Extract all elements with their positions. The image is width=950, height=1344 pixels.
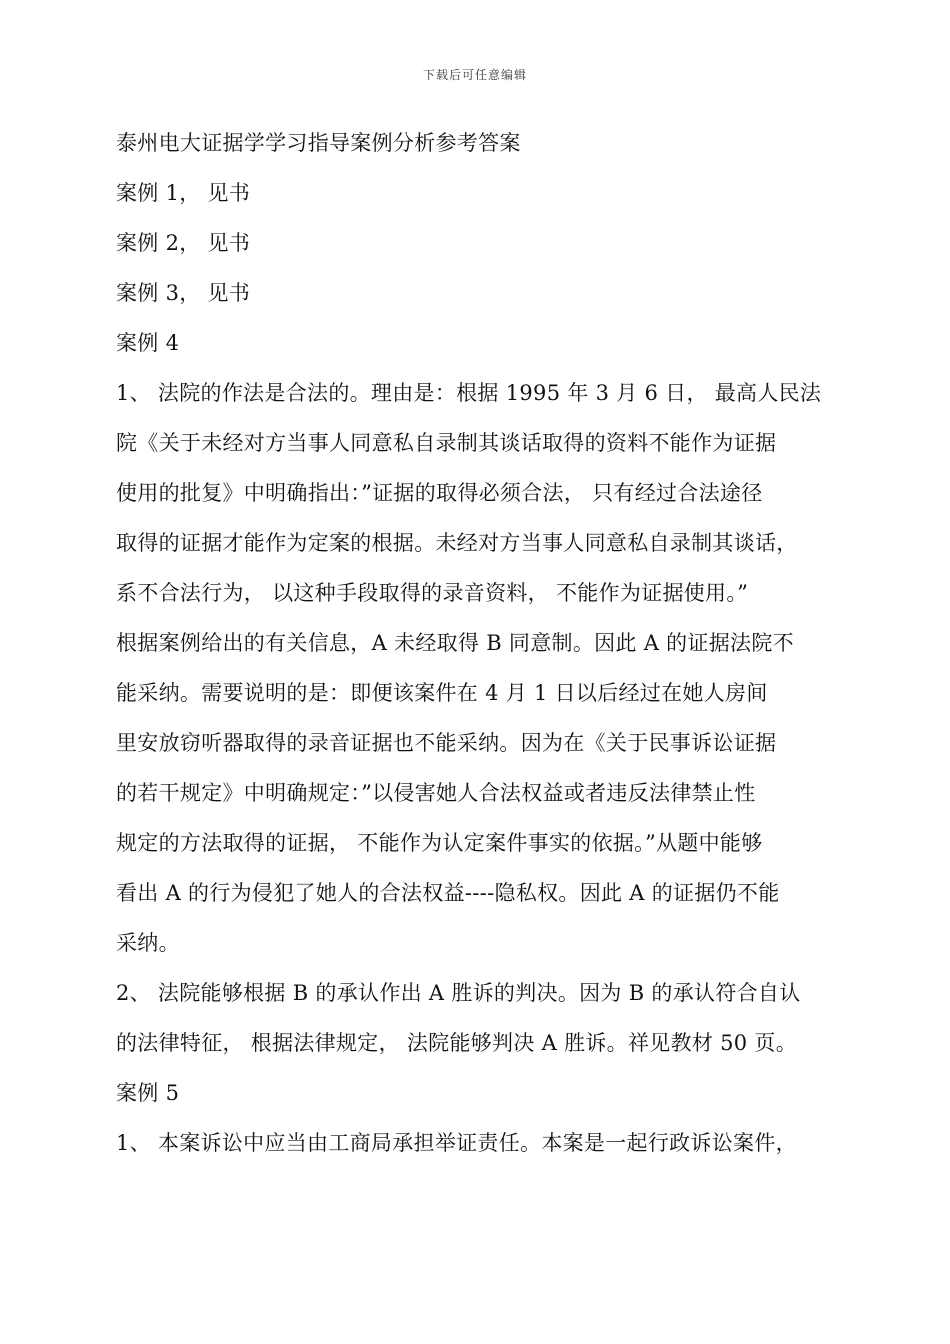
- text-line: 取得的证据才能作为定案的根据。未经对方当事人同意私自录制其谈话，: [116, 531, 798, 555]
- case-3-heading: 案例 3， 见书: [116, 281, 251, 305]
- case-1-heading: 案例 1， 见书: [116, 181, 251, 205]
- text-line: 采纳。: [116, 931, 180, 955]
- text-line: 里安放窃听器取得的录音证据也不能采纳。因为在《关于民事诉讼证据: [116, 731, 777, 755]
- text-line: 能采纳。需要说明的是：即便该案件在 4 月 1 日以后经过在她人房间: [116, 681, 768, 705]
- case-2-heading: 案例 2， 见书: [116, 231, 251, 255]
- document-title: 泰州电大证据学学习指导案例分析参考答案: [116, 131, 521, 155]
- text-line: 1、 法院的作法是合法的。理由是：根据 1995 年 3 月 6 日， 最高人民法: [116, 381, 822, 405]
- text-line: 根据案例给出的有关信息，A 未经取得 B 同意制。因此 A 的证据法院不: [116, 631, 794, 655]
- text-line: 看出 A 的行为侵犯了她人的合法权益----隐私权。因此 A 的证据仍不能: [116, 881, 780, 905]
- case-4-heading: 案例 4: [116, 331, 180, 355]
- document-body: [116, 118, 846, 1168]
- text-line: 的若干规定》中明确规定：”以侵害她人合法权益或者违反法律禁止性: [116, 781, 756, 805]
- text-line: 1、 本案诉讼中应当由工商局承担举证责任。本案是一起行政诉讼案件，: [116, 1131, 797, 1155]
- text-line: 使用的批复》中明确指出：”证据的取得必须合法， 只有经过合法途径: [116, 481, 763, 505]
- text-line: 的法律特征， 根据法律规定， 法院能够判决 A 胜诉。祥见教材 50 页。: [116, 1031, 798, 1055]
- text-line: 2、 法院能够根据 B 的承认作出 A 胜诉的判决。因为 B 的承认符合自认: [116, 981, 801, 1005]
- text-line: 系不合法行为， 以这种手段取得的录音资料， 不能作为证据使用。”: [116, 581, 749, 605]
- text-line: 规定的方法取得的证据， 不能作为认定案件事实的依据。”从题中能够: [116, 831, 763, 855]
- text-line: 院《关于未经对方当事人同意私自录制其谈话取得的资料不能作为证据: [116, 431, 777, 455]
- page-header-note: 下载后可任意编辑: [422, 68, 527, 82]
- case-5-heading: 案例 5: [116, 1081, 180, 1105]
